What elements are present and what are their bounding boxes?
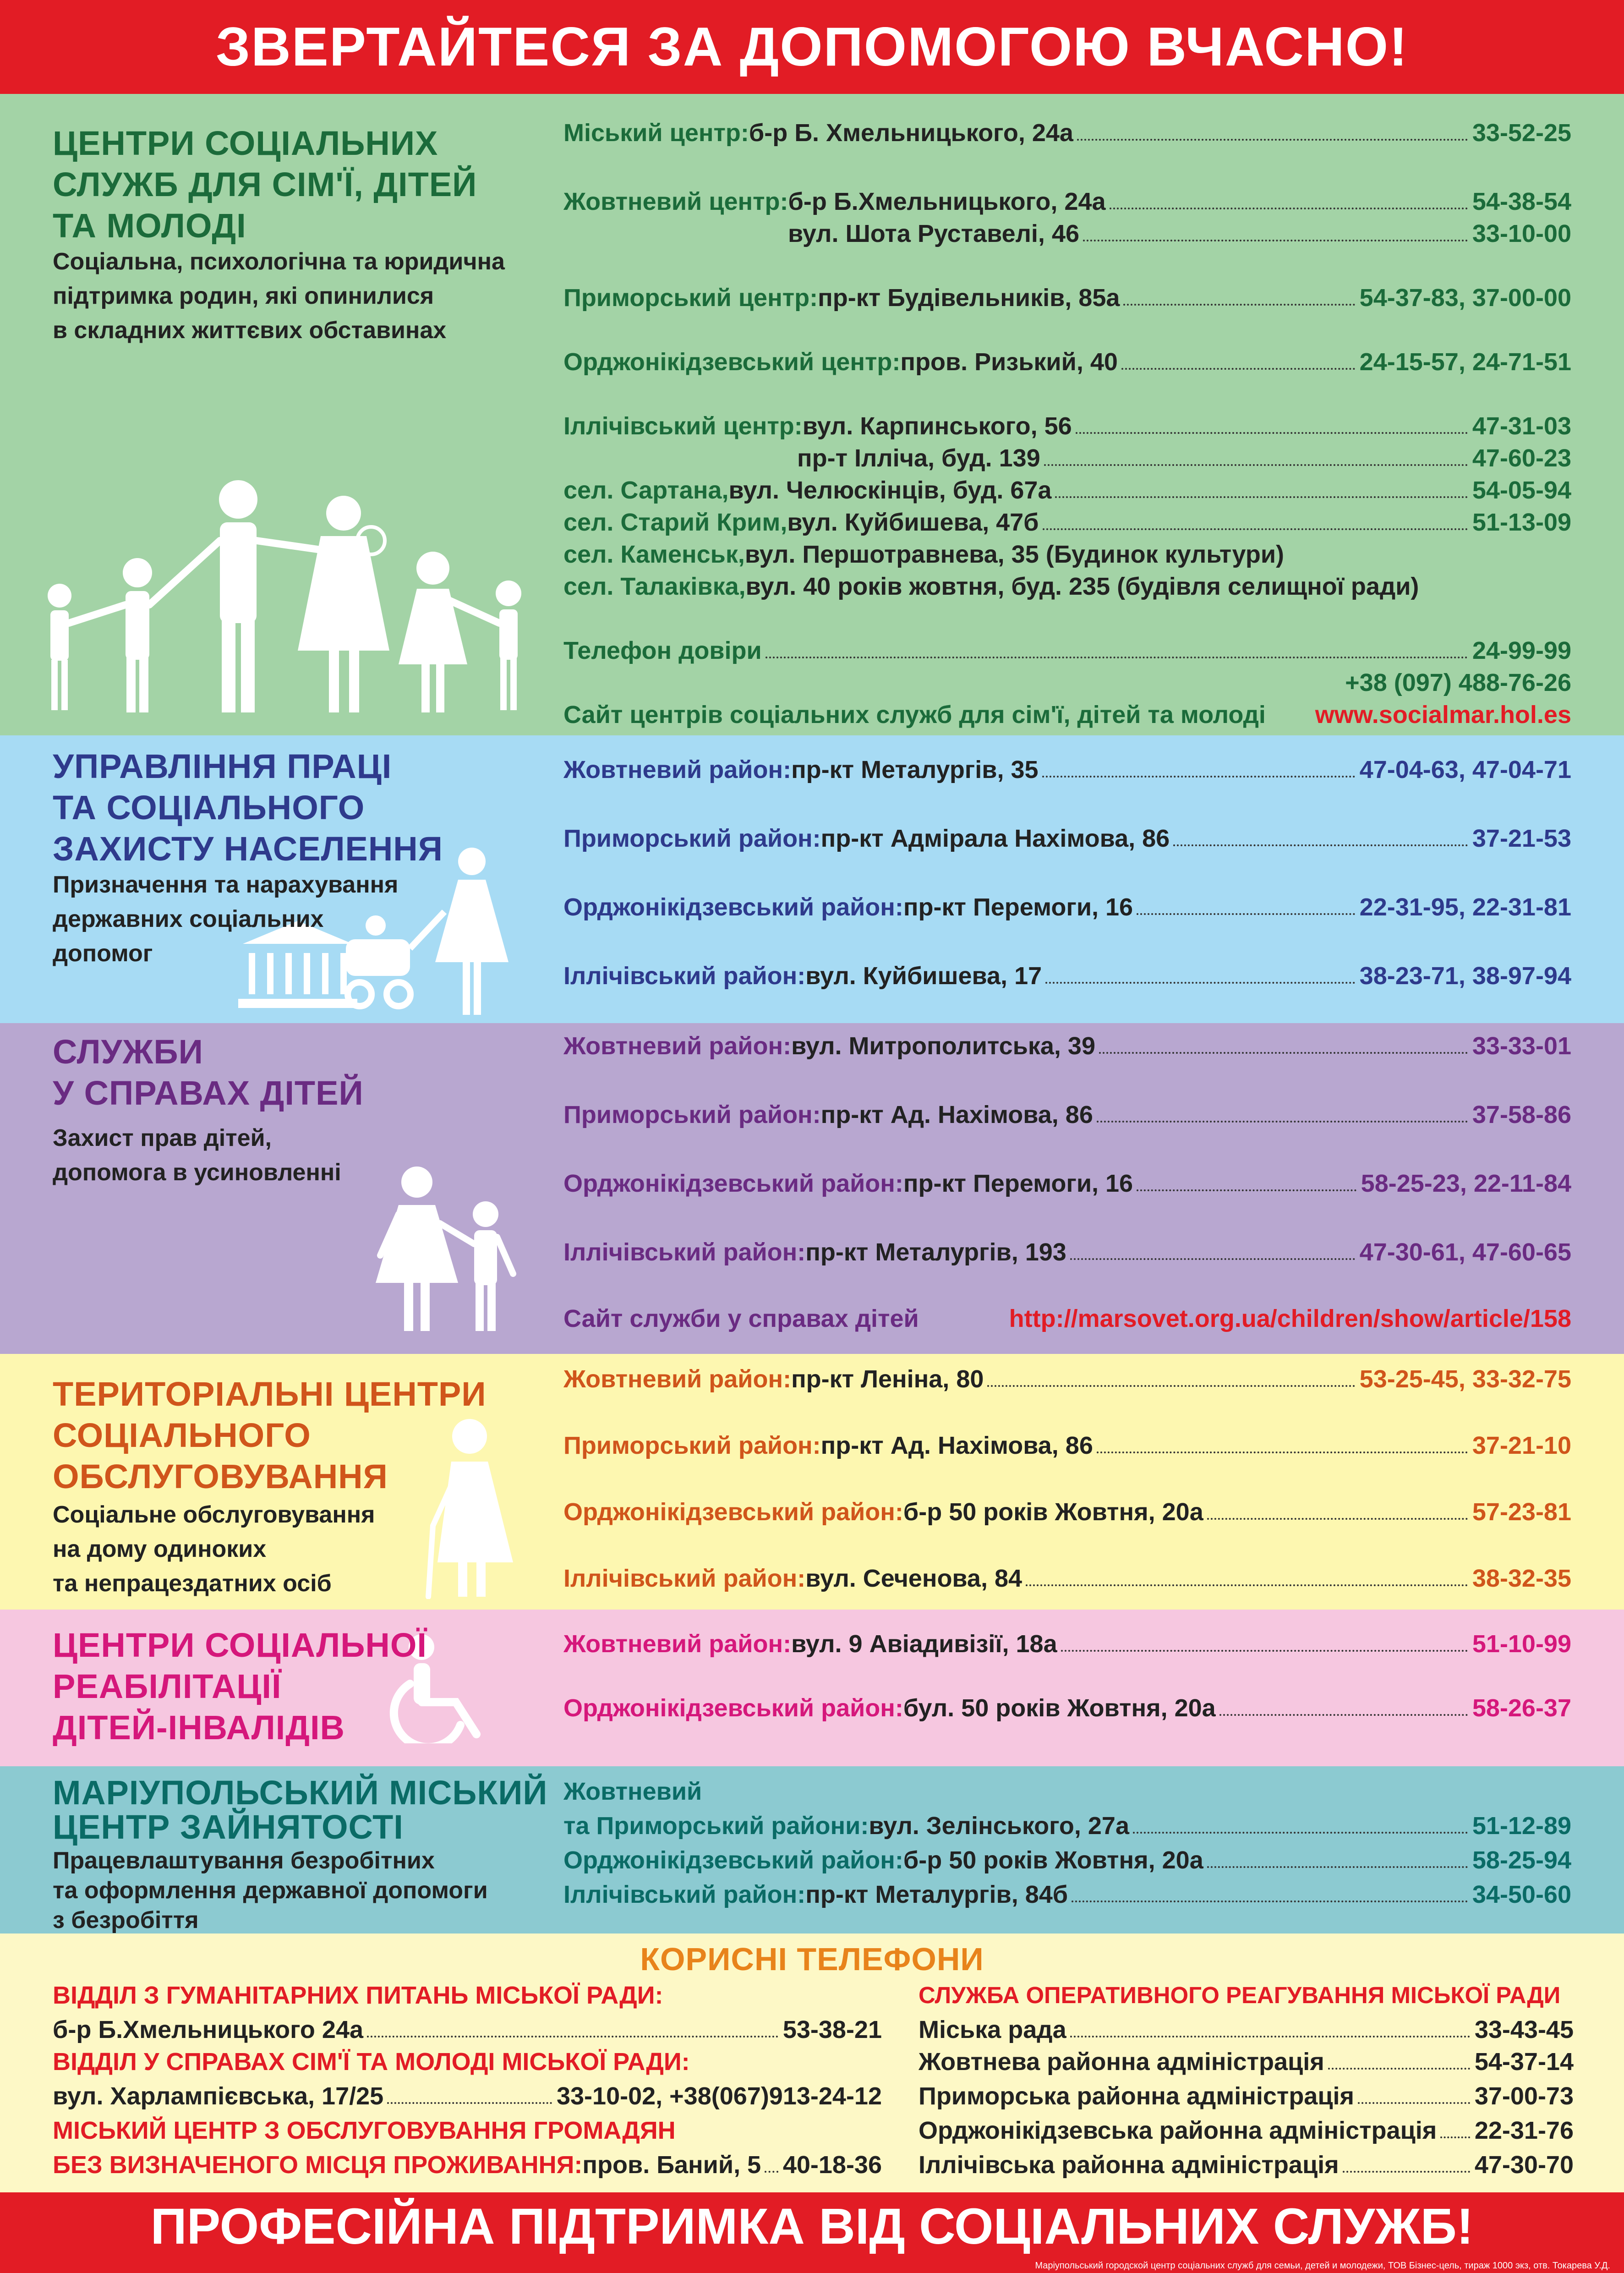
contact-phone: 51-13-09 — [1472, 509, 1571, 536]
dotted-leader — [1097, 1430, 1468, 1453]
dotted-leader — [1044, 442, 1468, 466]
contact-phone: 37-58-86 — [1472, 1101, 1571, 1128]
contact-label: Іллічівський район: — [563, 962, 806, 990]
contact-label: Орджонікідзевський район: — [563, 1170, 903, 1197]
contact-row — [563, 635, 1571, 667]
useful-phone-heading — [53, 2149, 882, 2181]
useful-phone-heading — [53, 2046, 882, 2078]
mother-child-icon — [371, 1164, 522, 1336]
useful-phone: 33-10-02, +38(067)913-24-12 — [556, 2082, 882, 2110]
section-description-line: в складних життєвих обставинах — [53, 317, 447, 344]
section-title-line: ДІТЕЙ-ІНВАЛІДІВ — [53, 1709, 345, 1747]
contact-row — [563, 1775, 1571, 1807]
contact-label: Приморський район: — [563, 1432, 821, 1459]
useful-address: Іллічівська районна адміністрація — [919, 2151, 1339, 2179]
contact-phone: 58-25-94 — [1472, 1846, 1571, 1874]
useful-address: Жовтнева районна адміністрація — [919, 2048, 1324, 2076]
section-title-line: ТА СОЦІАЛЬНОГО — [53, 789, 365, 827]
contact-label: Міський центр: — [563, 119, 749, 147]
dotted-leader — [1077, 117, 1468, 141]
dotted-leader — [1072, 1879, 1468, 1902]
contact-row — [563, 1099, 1571, 1131]
contact-label: Орджонікідзевський район: — [563, 1694, 903, 1722]
contact-address: вул. Челюскінців, буд. 67а — [728, 477, 1052, 504]
contact-phone: 54-38-54 — [1472, 188, 1571, 215]
contact-label: Орджонікідзевський район: — [563, 1846, 903, 1874]
contact-row — [563, 346, 1571, 378]
dotted-leader — [1440, 2114, 1470, 2138]
contact-label: Сайт центрів соціальних служб для сім'ї, дітей та молоді — [563, 701, 1266, 728]
useful-phone: 40-18-36 — [782, 2151, 882, 2179]
contact-phone[interactable]: http://marsovet.org.ua/children/show/article/158 — [1009, 1305, 1571, 1332]
useful-heading-text: СЛУЖБА ОПЕРАТИВНОГО РЕАГУВАННЯ МІСЬКОЇ РАДИ — [919, 1982, 1561, 2008]
section-description-line: підтримка родин, які опинилися — [53, 283, 434, 309]
section-description-line: з безробіття — [53, 1907, 199, 1933]
dotted-leader — [1173, 822, 1468, 846]
dotted-leader — [1110, 186, 1468, 209]
contact-phone[interactable]: www.socialmar.hol.es — [1315, 701, 1571, 728]
contact-label: Телефон довіри — [563, 637, 762, 664]
contact-address: вул. Куйбишева, 17 — [805, 962, 1042, 990]
contact-row — [563, 218, 1571, 250]
useful-phone: 54-37-14 — [1474, 2048, 1574, 2076]
section-description-line: Соціальне обслуговування — [53, 1501, 375, 1528]
contact-row — [563, 1562, 1571, 1594]
contact-address: вул. Зелінського, 27а — [869, 1812, 1129, 1840]
section-description-line: Працевлаштування безробітних — [53, 1847, 435, 1874]
dotted-leader — [1123, 282, 1355, 306]
contact-row — [563, 570, 1571, 602]
useful-phone-row — [919, 2114, 1574, 2147]
dotted-leader — [1137, 891, 1355, 915]
dotted-leader — [1076, 410, 1468, 434]
contact-address: вул. 9 Авіадивізії, 18а — [791, 1630, 1057, 1658]
contact-phone: +38 (097) 488-76-26 — [1345, 669, 1571, 696]
contact-address: пров. Ризький, 40 — [900, 348, 1118, 376]
contact-row — [563, 410, 1571, 442]
dotted-leader — [1343, 2149, 1470, 2173]
section-title-line: СЛУЖБ ДЛЯ СІМ'Ї, ДІТЕЙ — [53, 165, 477, 203]
useful-heading-text: ВІДДІЛ У СПРАВАХ СІМ'Ї ТА МОЛОДІ МІСЬКОЇ РАДИ: — [53, 2048, 690, 2076]
section-title-line: ЗАХИСТУ НАСЕЛЕННЯ — [53, 830, 443, 868]
contact-address: пр-кт Ад. Нахімова, 86 — [820, 1101, 1093, 1128]
dotted-leader — [1328, 2046, 1470, 2070]
contact-phone: 38-23-71, 38-97-94 — [1359, 962, 1571, 990]
contact-phone: 33-33-01 — [1472, 1032, 1571, 1060]
contact-address: пр-кт Перемоги, 16 — [903, 1170, 1133, 1197]
contact-label: Жовтневий район: — [563, 1032, 792, 1060]
contact-address: пр-кт Леніна, 80 — [791, 1365, 984, 1393]
section-description-line: допомога в усиновленні — [53, 1159, 341, 1186]
bottom-banner — [0, 2192, 1624, 2273]
section-title-line: СОЦІАЛЬНОГО — [53, 1416, 311, 1454]
dotted-leader — [1097, 1099, 1468, 1123]
dotted-leader — [766, 635, 1468, 658]
section-description-line: Соціальна, психологічна та юридична — [53, 248, 505, 275]
elderly-person-icon — [419, 1416, 520, 1601]
section-description-line: Призначення та нарахування — [53, 871, 399, 898]
dotted-leader — [1133, 1810, 1468, 1834]
contact-row — [563, 442, 1571, 474]
contact-label: Жовтневий центр: — [563, 188, 788, 215]
contact-address: вул. Першотравнева, 35 (Будинок культури) — [744, 541, 1285, 568]
contact-row — [563, 699, 1571, 731]
dotted-leader — [1207, 1844, 1468, 1868]
footer-footnote: Маріупольський городской центр соціальних служб для семьи, детей и молодежи, ТОВ Бізнес-цель, тираж 1000 экз, отв. Токарева У.Д. — [1035, 2261, 1610, 2271]
contact-row — [563, 117, 1571, 149]
contact-phone: 47-31-03 — [1472, 412, 1571, 440]
contact-address: бул. 50 років Жовтня, 20а — [903, 1694, 1216, 1722]
useful-address: пров. Баний, 5 — [582, 2151, 761, 2179]
contact-phone: 47-60-23 — [1472, 444, 1571, 472]
contact-row — [563, 960, 1571, 992]
section-title-line: МАРІУПОЛЬСЬКИЙ МІСЬКИЙ — [53, 1774, 548, 1812]
contact-address: вул. Митрополитська, 39 — [791, 1032, 1095, 1060]
section-title-line: УПРАВЛІННЯ ПРАЦІ — [53, 747, 392, 785]
contact-label: Жовтневий район: — [563, 1365, 792, 1393]
contact-row — [563, 1844, 1571, 1876]
contact-row — [563, 282, 1571, 314]
useful-phone-row — [919, 2014, 1574, 2046]
dotted-leader — [1137, 1167, 1356, 1191]
contact-label: сел. Талаківка, — [563, 573, 746, 600]
dotted-leader — [367, 2014, 778, 2037]
contact-address: вул. Шота Руставелі, 46 — [788, 220, 1079, 247]
useful-phone-heading — [919, 1979, 1574, 2011]
contact-address: пр-кт Ад. Нахімова, 86 — [820, 1432, 1093, 1459]
dotted-leader — [987, 1363, 1355, 1387]
section-title-line: ТЕРИТОРІАЛЬНІ ЦЕНТРИ — [53, 1375, 487, 1413]
useful-phone: 47-30-70 — [1474, 2151, 1574, 2179]
useful-address: б-р Б.Хмельницького 24а — [53, 2016, 364, 2043]
contact-address: б-р 50 років Жовтня, 20а — [903, 1846, 1203, 1874]
contact-label: Орджонікідзевський район: — [563, 1498, 903, 1526]
contact-row — [563, 1167, 1571, 1199]
dotted-leader — [1099, 1030, 1468, 1054]
section-title-line: ЦЕНТР ЗАЙНЯТОСТІ — [53, 1808, 404, 1846]
useful-phone: 37-00-73 — [1474, 2082, 1574, 2110]
contact-phone: 57-23-81 — [1472, 1498, 1571, 1526]
contact-row — [563, 1496, 1571, 1528]
contact-address: б-р Б.Хмельницького, 24а — [788, 188, 1106, 215]
top-banner — [0, 0, 1624, 94]
dotted-leader — [765, 2149, 778, 2173]
section-title-line: ОБСЛУГОВУВАННЯ — [53, 1457, 388, 1495]
section-description-line: Захист прав дітей, — [53, 1125, 272, 1151]
contact-phone: 58-26-37 — [1472, 1694, 1571, 1722]
contact-row — [563, 754, 1571, 786]
useful-address: Приморська районна адміністрація — [919, 2082, 1355, 2110]
contact-row — [563, 506, 1571, 538]
contact-row — [563, 1236, 1571, 1268]
useful-phone: 33-43-45 — [1474, 2016, 1574, 2043]
section-description-line: державних соціальних — [53, 906, 324, 932]
contact-row — [563, 538, 1571, 570]
contact-phone: 47-04-63, 47-04-71 — [1359, 756, 1571, 783]
contact-row — [563, 667, 1571, 699]
dotted-leader — [1061, 1628, 1468, 1652]
contact-row — [563, 1628, 1571, 1660]
contact-phone: 24-99-99 — [1472, 637, 1571, 664]
dotted-leader — [387, 2080, 552, 2104]
useful-heading-text: БЕЗ ВИЗНАЧЕНОГО МІСЦЯ ПРОЖИВАННЯ: — [53, 2151, 583, 2179]
section-title-line: У СПРАВАХ ДІТЕЙ — [53, 1074, 364, 1112]
useful-phones-title: КОРИСНІ ТЕЛЕФОНИ — [640, 1941, 984, 1977]
useful-heading-text: МІСЬКИЙ ЦЕНТР З ОБСЛУГОВУВАННЯ ГРОМАДЯН — [53, 2117, 676, 2144]
useful-address: Орджонікідзевська районна адміністрація — [919, 2117, 1437, 2144]
contact-row — [563, 186, 1571, 218]
contact-row — [563, 1430, 1571, 1462]
contact-label: Сайт служби у справах дітей — [563, 1305, 919, 1332]
contact-phone: 58-25-23, 22-11-84 — [1361, 1170, 1571, 1197]
section-description-line: допомог — [53, 940, 153, 967]
contact-address: пр-т Ілліча, буд. 139 — [797, 444, 1040, 472]
dotted-leader — [1083, 218, 1468, 241]
contact-address: пр-кт Металургів, 84б — [805, 1881, 1068, 1908]
dotted-leader — [1042, 754, 1355, 778]
contact-address: вул. Сеченова, 84 — [805, 1565, 1023, 1592]
contact-label: Жовтневий — [563, 1778, 702, 1805]
contact-label: Приморський центр: — [563, 284, 818, 312]
contact-row — [563, 822, 1571, 854]
contact-label: Іллічівський район: — [563, 1565, 806, 1592]
footer-title: ПРОФЕСІЙНА ПІДТРИМКА ВІД СОЦІАЛЬНИХ СЛУЖБ! — [150, 2198, 1474, 2255]
contact-row — [563, 1692, 1571, 1724]
contact-phone: 51-12-89 — [1472, 1812, 1571, 1840]
dotted-leader — [1070, 2014, 1470, 2037]
contact-row — [563, 474, 1571, 506]
contact-label: Іллічівський район: — [563, 1238, 806, 1266]
contact-row — [563, 1363, 1571, 1395]
section-title-line: РЕАБІЛІТАЦІЇ — [53, 1667, 282, 1705]
dotted-leader — [1121, 346, 1355, 370]
useful-phone: 53-38-21 — [782, 2016, 882, 2043]
contact-address: вул. 40 років жовтня, буд. 235 (будівля селищної ради) — [745, 573, 1419, 600]
contact-label: Іллічівський центр: — [563, 412, 803, 440]
useful-phone-row — [919, 2149, 1574, 2181]
useful-address: Міська рада — [919, 2016, 1066, 2043]
contact-address: б-р 50 років Жовтня, 20а — [903, 1498, 1203, 1526]
contact-phone: 51-10-99 — [1472, 1630, 1571, 1658]
contact-address: пр-кт Металургів, 35 — [791, 756, 1039, 783]
section-description-line: та оформлення державної допомоги — [53, 1877, 488, 1904]
useful-phone-row — [53, 2014, 882, 2046]
contact-label: сел. Сартана, — [563, 477, 729, 504]
dotted-leader — [1219, 1692, 1468, 1716]
contact-row — [563, 1030, 1571, 1062]
section-description-line: та непрацездатних осіб — [53, 1570, 332, 1597]
contact-row — [563, 1879, 1571, 1911]
dotted-leader — [1070, 1236, 1355, 1260]
contact-phone: 53-25-45, 33-32-75 — [1359, 1365, 1571, 1393]
contact-phone: 24-15-57, 24-71-51 — [1359, 348, 1571, 376]
contact-phone: 54-05-94 — [1472, 477, 1571, 504]
useful-phone-row — [53, 2080, 882, 2112]
useful-address: вул. Харлампієвська, 17/25 — [53, 2082, 384, 2110]
contact-label: Орджонікідзевський район: — [563, 893, 903, 921]
contact-address: пр-кт Будівельників, 85а — [818, 284, 1120, 312]
useful-phone: 22-31-76 — [1474, 2117, 1574, 2144]
contact-label: Іллічівський район: — [563, 1881, 806, 1908]
contact-phone: 54-37-83, 37-00-00 — [1359, 284, 1571, 312]
contact-phone: 22-31-95, 22-31-81 — [1359, 893, 1571, 921]
section-title-line: ЦЕНТРИ СОЦІАЛЬНИХ — [53, 124, 438, 162]
useful-phone-row — [919, 2080, 1574, 2112]
contact-label: Орджонікідзевський центр: — [563, 348, 901, 376]
contact-address: вул. Куйбишева, 47б — [787, 509, 1039, 536]
useful-phone-heading — [53, 1979, 882, 2011]
useful-phone-row — [919, 2046, 1574, 2078]
contact-label: та Приморський райони: — [563, 1812, 869, 1840]
contact-row — [563, 1303, 1571, 1335]
contact-phone: 33-10-00 — [1472, 220, 1571, 247]
dotted-leader — [1358, 2080, 1470, 2104]
contact-label: сел. Старий Крим, — [563, 509, 787, 536]
dotted-leader — [1055, 474, 1467, 498]
dotted-leader — [1045, 960, 1355, 984]
contact-phone: 47-30-61, 47-60-65 — [1359, 1238, 1571, 1266]
useful-heading-text: ВІДДІЛ З ГУМАНІТАРНИХ ПИТАНЬ МІСЬКОЇ РАДИ: — [53, 1982, 663, 2009]
contact-address: пр-кт Металургів, 193 — [805, 1238, 1066, 1266]
contact-label: Приморський район: — [563, 825, 821, 852]
contact-label: сел. Каменськ, — [563, 541, 745, 568]
section-title-line: ЦЕНТРИ СОЦІАЛЬНОЇ — [53, 1626, 427, 1664]
contact-label: Приморський район: — [563, 1101, 821, 1128]
dotted-leader — [1043, 506, 1468, 530]
contact-address: пр-кт Перемоги, 16 — [903, 893, 1133, 921]
contact-phone: 37-21-10 — [1472, 1432, 1571, 1459]
header-title: ЗВЕРТАЙТЕСЯ ЗА ДОПОМОГОЮ ВЧАСНО! — [215, 16, 1409, 77]
dotted-leader — [1207, 1496, 1468, 1520]
section-title-line: СЛУЖБИ — [53, 1033, 203, 1071]
contact-phone: 34-50-60 — [1472, 1881, 1571, 1908]
contact-row — [563, 891, 1571, 923]
contact-label: Жовтневий район: — [563, 1630, 792, 1658]
contact-phone: 38-32-35 — [1472, 1565, 1571, 1592]
contact-address: вул. Карпинського, 56 — [802, 412, 1072, 440]
family-figures-icon — [23, 477, 536, 717]
dotted-leader — [1026, 1562, 1468, 1586]
useful-phone-heading — [53, 2114, 882, 2147]
section-description-line: на дому одиноких — [53, 1536, 267, 1562]
contact-address: б-р Б. Хмельницького, 24а — [749, 119, 1073, 147]
section-title-line: ТА МОЛОДІ — [53, 207, 246, 245]
contact-phone: 37-21-53 — [1472, 825, 1571, 852]
contact-phone: 33-52-25 — [1472, 119, 1571, 147]
contact-address: пр-кт Адмірала Нахімова, 86 — [820, 825, 1170, 852]
contact-row — [563, 1810, 1571, 1842]
contact-label: Жовтневий район: — [563, 756, 792, 783]
